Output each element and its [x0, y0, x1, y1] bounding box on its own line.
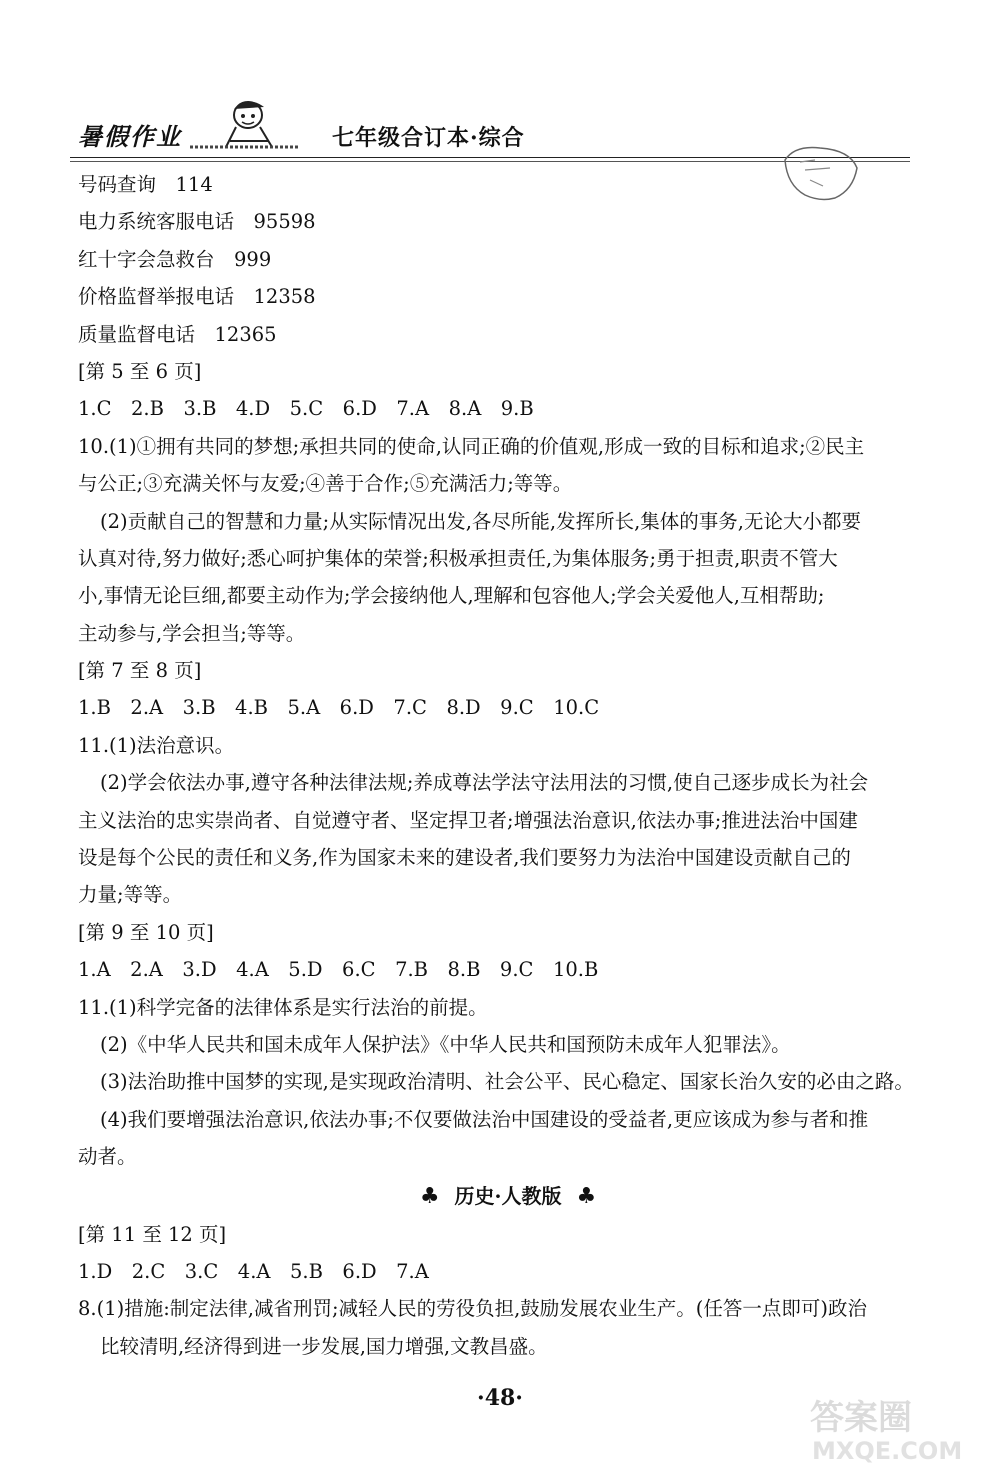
- text-line: 动者。: [78, 1145, 137, 1169]
- text-line: 1.B 2.A 3.B 4.B 5.A 6.D 7.C 8.D 9.C 10.C: [78, 696, 600, 720]
- watermark-url: MXQE.COM: [812, 1437, 963, 1465]
- text-line: 认真对待,努力做好;悉心呵护集体的荣誉;积极承担责任,为集体服务;勇于担责,职责不管大: [78, 546, 838, 570]
- text-line: 电力系统客服电话 95598: [78, 210, 316, 234]
- watermark-logo: [790, 1395, 990, 1465]
- text-line: 10.(1)①拥有共同的梦想;承担共同的使命,认同正确的价值观,形成一致的目标和追求;②民主: [78, 434, 865, 458]
- section-title: 历史·人教版: [454, 1183, 562, 1208]
- answer-lines-history: [78, 1216, 918, 1366]
- text-line: 红十字会急救台 999: [78, 247, 272, 271]
- club-symbol-right: ♣: [576, 1182, 597, 1209]
- answer-content: [78, 166, 918, 1365]
- text-line: 比较清明,经济得到进一步发展,国力增强,文教昌盛。: [100, 1334, 548, 1358]
- text-line: [第 7 至 8 页]: [78, 659, 202, 683]
- text-line: 1.D 2.C 3.C 4.A 5.B 6.D 7.A: [78, 1259, 429, 1283]
- text-line: 小,事情无论巨细,都要主动作为;学会接纳他人,理解和包容他人;学会关爱他人,互相帮助;: [78, 584, 825, 608]
- text-line: (4)我们要增强法治意识,依法办事;不仅要做法治中国建设的受益者,更应该成为参与者和推: [100, 1107, 869, 1131]
- text-line: 1.A 2.A 3.D 4.A 5.D 6.C 7.B 8.B 9.C 10.B: [78, 958, 599, 982]
- section-heading: [78, 1176, 918, 1216]
- text-line: (2)《中华人民共和国未成年人保护法》《中华人民共和国预防未成年人犯罪法》。: [100, 1032, 791, 1056]
- text-line: 11.(1)科学完备的法律体系是实行法治的前提。: [78, 995, 488, 1019]
- header-title-left: 暑假作业: [78, 122, 182, 151]
- text-line: 设是每个公民的责任和义务,作为国家未来的建设者,我们要努力为法治中国建设贡献自己的: [78, 846, 851, 870]
- answer-lines-politics: [78, 166, 918, 1176]
- text-line: 主动参与,学会担当;等等。: [78, 621, 306, 645]
- watermark-brand: 答案圈: [810, 1398, 912, 1438]
- mascot-logo: [190, 97, 300, 151]
- text-line: [第 5 至 6 页]: [78, 359, 202, 383]
- text-line: 11.(1)法治意识。: [78, 733, 235, 757]
- text-line: 主义法治的忠实崇尚者、自觉遵守者、坚定捍卫者;增强法治意识,依法办事;推进法治中国建: [78, 808, 858, 832]
- text-line: 号码查询 114: [78, 173, 213, 196]
- text-line: 价格监督举报电话 12358: [78, 285, 316, 309]
- text-line: (2)学会依法办事,遵守各种法律法规;养成尊法学法守法用法的习惯,使自己逐步成长为社会: [100, 771, 869, 795]
- text-line: 1.C 2.B 3.B 4.D 5.C 6.D 7.A 8.A 9.B: [78, 397, 534, 421]
- club-symbol-left: ♣: [419, 1182, 440, 1209]
- text-line: [第 11 至 12 页]: [78, 1222, 227, 1246]
- header-title-right: 七年级合订本·综合: [332, 125, 525, 151]
- text-line: 力量;等等。: [78, 883, 183, 907]
- text-line: [第 9 至 10 页]: [78, 920, 214, 944]
- text-line: (3)法治助推中国梦的实现,是实现政治清明、社会公平、民心稳定、国家长治久安的必由之路。: [100, 1070, 914, 1094]
- text-line: 与公正;③充满关怀与友爱;④善于合作;⑤充满活力;等等。: [78, 472, 573, 496]
- text-line: 8.(1)措施:制定法律,减省刑罚;减轻人民的劳役负担,鼓励发展农业生产。(任答一点即可)政治: [78, 1297, 867, 1321]
- text-line: 质量监督电话 12365: [78, 322, 277, 346]
- page-number: ·48·: [477, 1385, 523, 1411]
- text-line: (2)贡献自己的智慧和力量;从实际情况出发,各尽所能,发挥所长,集体的事务,无论大小都要: [100, 509, 861, 533]
